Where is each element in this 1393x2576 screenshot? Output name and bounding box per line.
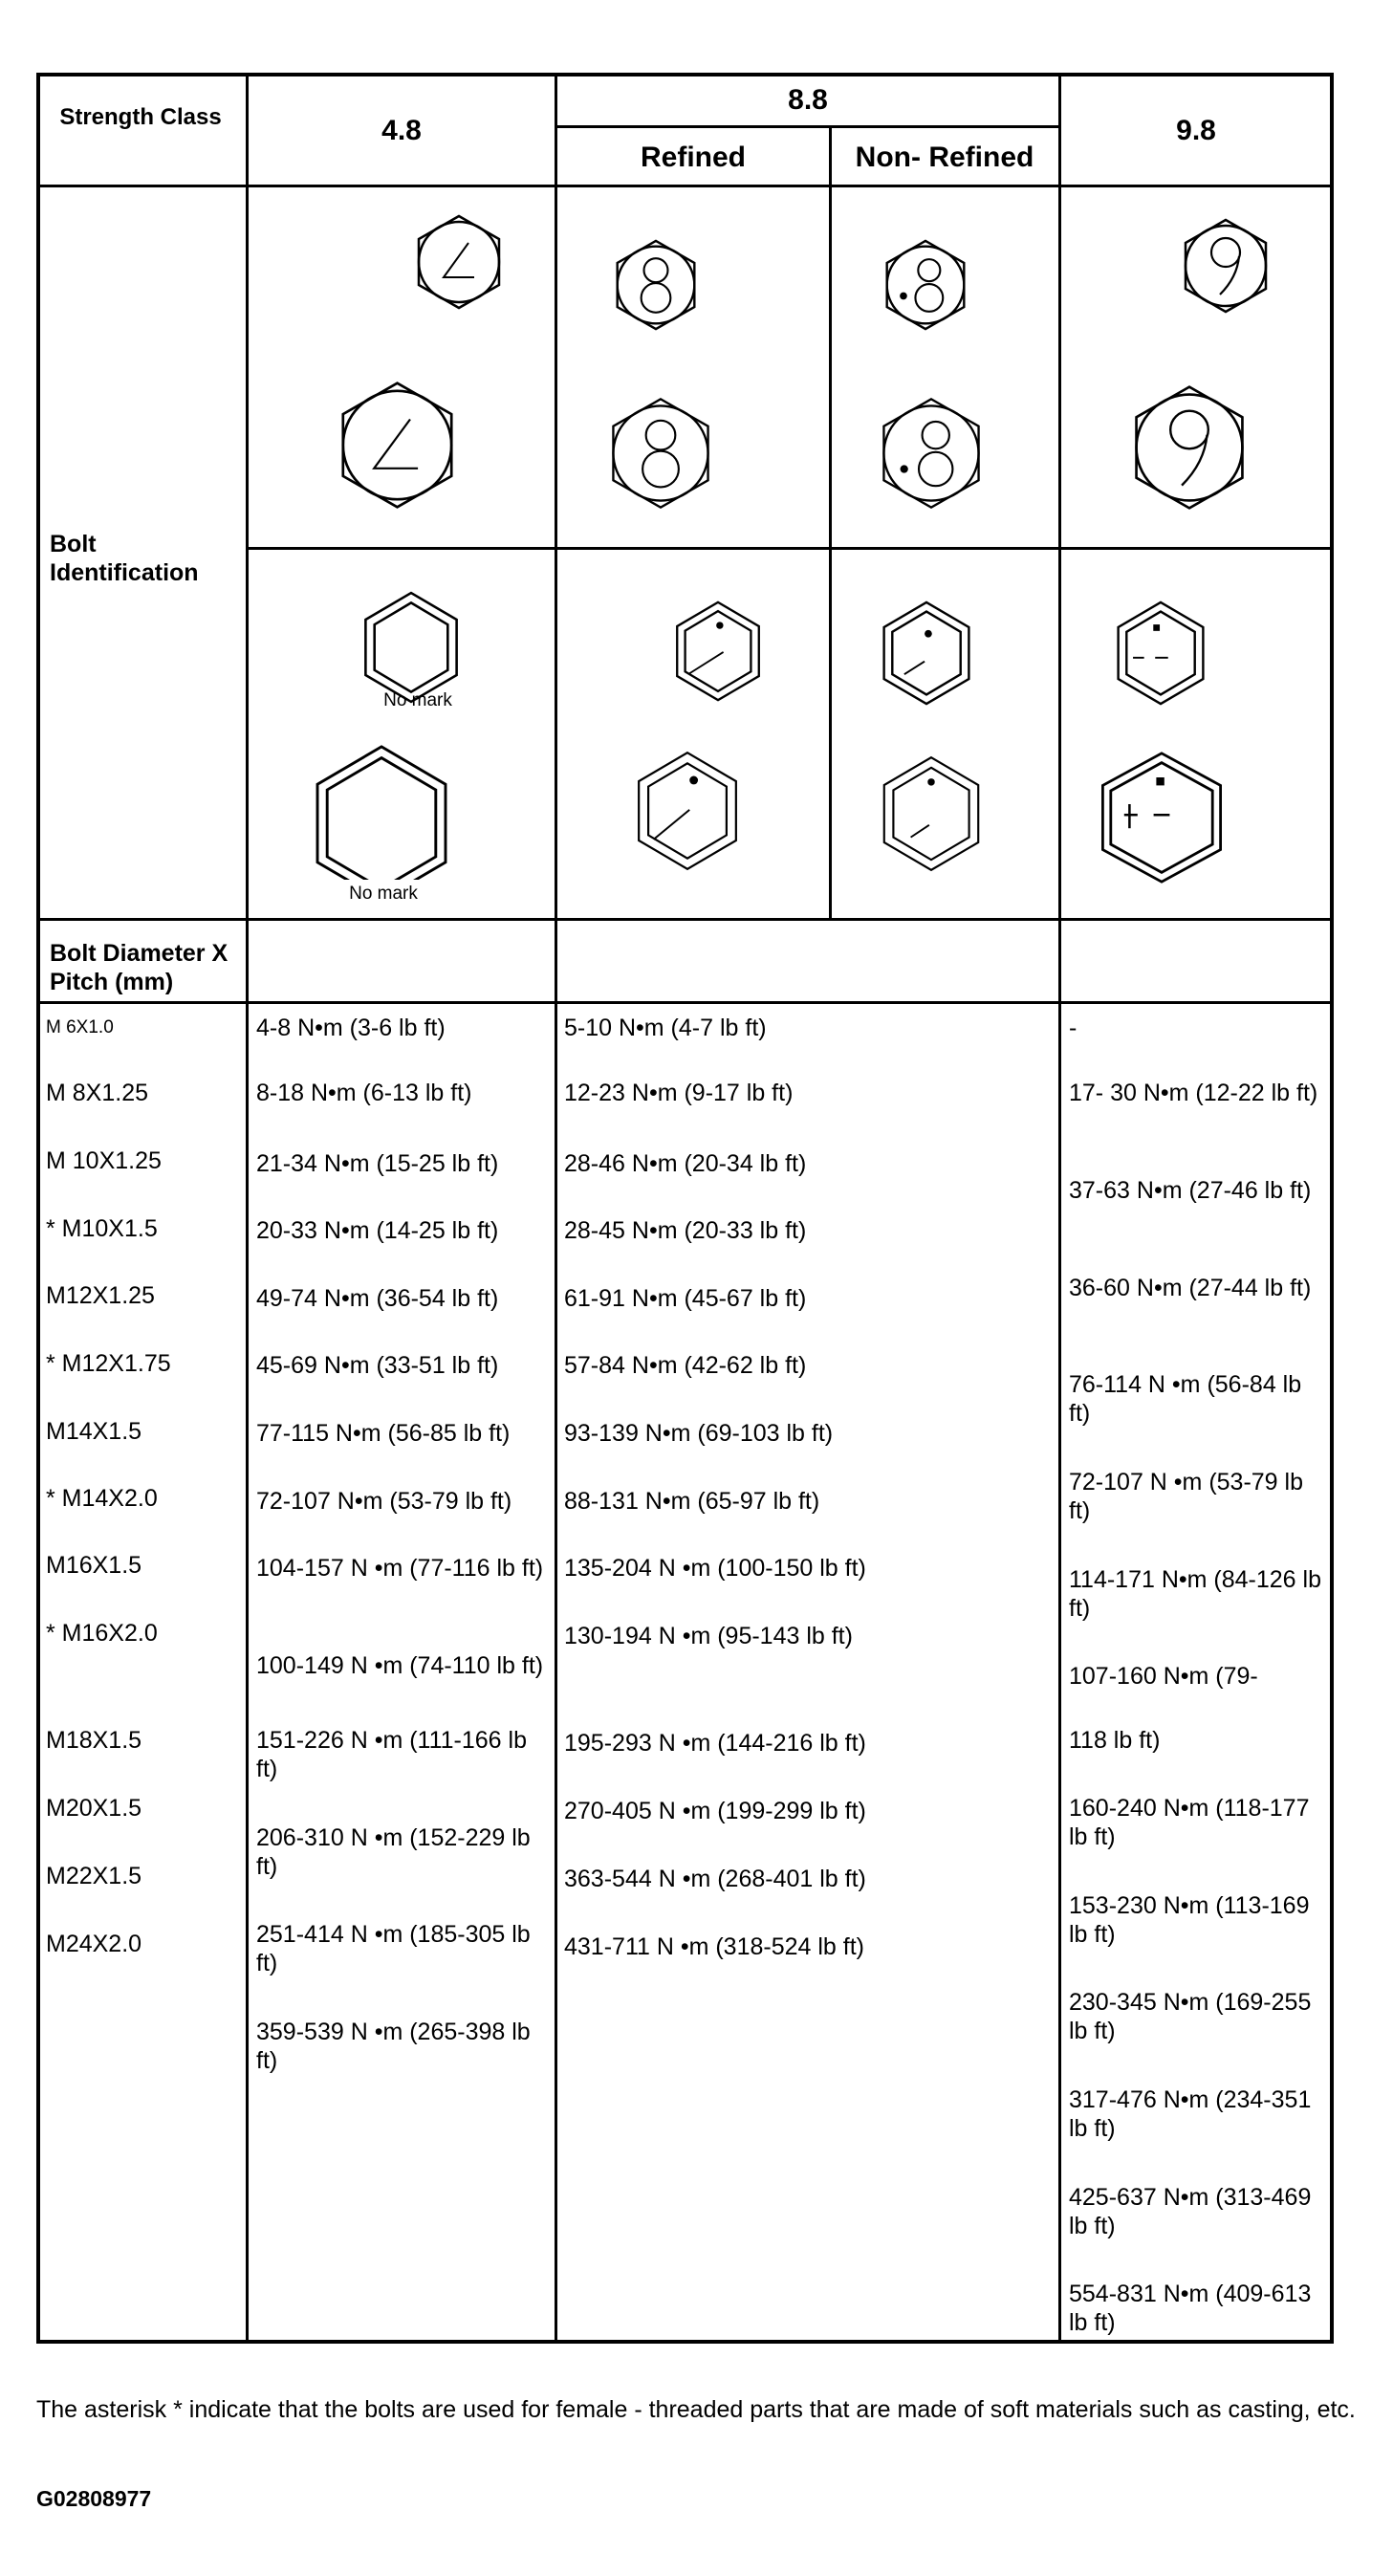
bolt-4-8-small-icon [411, 214, 507, 310]
torque-9-8: 118 lb ft) [1069, 1727, 1161, 1754]
bolt-size: * M10X1.5 [46, 1215, 158, 1242]
torque-9-8: 160-240 N•m (118-177 lb ft) [1069, 1795, 1310, 1850]
figure-code: G02808977 [36, 2486, 152, 2511]
torque-4-8: 100-149 N •m (74-110 lb ft) [256, 1652, 544, 1679]
bolt-size: M12X1.25 [46, 1282, 155, 1309]
torque-8-8: 270-405 N •m (199-299 lb ft) [564, 1798, 866, 1824]
grid-line [555, 73, 557, 2344]
torque-4-8: 77-115 N•m (56-85 lb ft) [256, 1420, 511, 1447]
hex-head-9-8-small-icon [1111, 600, 1210, 706]
bolt-size: M 10X1.25 [46, 1147, 162, 1174]
torque-9-8: 554-831 N•m (409-613 lb ft) [1069, 2281, 1312, 2336]
torque-9-8: 107-160 N•m (79- [1069, 1663, 1258, 1690]
torque-4-8: 21-34 N•m (15-25 lb ft) [256, 1150, 499, 1177]
grid-line [246, 73, 249, 2344]
hex-head-9-8-large-icon [1095, 751, 1229, 884]
torque-8-8: 57-84 N•m (42-62 lb ft) [564, 1352, 807, 1379]
torque-9-8: 317-476 N•m (234-351 lb ft) [1069, 2086, 1312, 2142]
torque-9-8: 37-63 N•m (27-46 lb ft) [1069, 1177, 1312, 1204]
grid-line [555, 125, 1059, 128]
torque-9-8: 230-345 N•m (169-255 lb ft) [1069, 1989, 1312, 2044]
bolt-8-8-nonrefined-large-icon [875, 397, 988, 510]
torque-8-8: 88-131 N•m (65-97 lb ft) [564, 1488, 820, 1515]
bolt-diameter-label: Bolt Diameter X Pitch (mm) [50, 940, 229, 995]
hex-head-8-8-refined-large-icon [634, 751, 741, 871]
torque-8-8: 363-544 N •m (268-401 lb ft) [564, 1866, 866, 1892]
torque-4-8: 49-74 N•m (36-54 lb ft) [256, 1285, 499, 1312]
grid-line [247, 547, 1334, 550]
bolt-8-8-nonrefined-small-icon [880, 239, 971, 331]
torque-8-8: 12-23 N•m (9-17 lb ft) [564, 1080, 794, 1106]
torque-4-8: 151-226 N •m (111-166 lb ft) [256, 1727, 527, 1782]
hex-head-8-8-refined-small-icon [672, 600, 764, 702]
torque-8-8: 130-194 N •m (95-143 lb ft) [564, 1623, 853, 1649]
no-mark-label: No mark [333, 880, 434, 908]
refined-header: Refined [640, 142, 746, 173]
no-mark-label: No mark [383, 690, 452, 710]
torque-9-8: 76-114 N •m (56-84 lb ft) [1069, 1371, 1302, 1427]
strength-class-header: Strength Class [59, 104, 222, 130]
bolt-size: M20X1.5 [46, 1795, 142, 1822]
bolt-8-8-refined-small-icon [610, 239, 702, 331]
torque-9-8: 114-171 N•m (84-126 lb ft) [1069, 1566, 1321, 1622]
torque-4-8: 251-414 N •m (185-305 lb ft) [256, 1921, 531, 1976]
class-4-8-header: 4.8 [381, 115, 422, 146]
torque-4-8: 72-107 N•m (53-79 lb ft) [256, 1488, 512, 1515]
torque-4-8: 4-8 N•m (3-6 lb ft) [256, 1015, 446, 1041]
bolt-8-8-refined-large-icon [604, 397, 717, 510]
torque-8-8: 28-45 N•m (20-33 lb ft) [564, 1217, 807, 1244]
torque-8-8: 61-91 N•m (45-67 lb ft) [564, 1285, 807, 1312]
class-8-8-header: 8.8 [788, 84, 828, 116]
bolt-9-8-large-icon [1126, 384, 1252, 511]
torque-9-8: 153-230 N•m (113-169 lb ft) [1069, 1892, 1310, 1948]
torque-8-8: 195-293 N •m (144-216 lb ft) [564, 1730, 866, 1757]
grid-line [36, 1001, 1334, 1004]
hex-head-8-8-nonrefined-small-icon [880, 600, 973, 706]
bolt-size: M 8X1.25 [46, 1080, 149, 1106]
bolt-4-8-large-icon [333, 381, 462, 510]
bolt-identification-label: Bolt Identification [50, 531, 199, 586]
non-refined-header: Non- Refined [855, 142, 1034, 173]
bolt-size: M18X1.5 [46, 1727, 142, 1754]
bolt-size: * M12X1.75 [46, 1350, 171, 1377]
torque-8-8: 5-10 N•m (4-7 lb ft) [564, 1015, 767, 1041]
bolt-size: * M14X2.0 [46, 1485, 158, 1512]
torque-8-8: 28-46 N•m (20-34 lb ft) [564, 1150, 807, 1177]
torque-4-8: 359-539 N •m (265-398 lb ft) [256, 2019, 531, 2074]
grid-line [1058, 73, 1061, 2344]
torque-8-8: 431-711 N •m (318-524 lb ft) [564, 1933, 865, 1960]
footnote: The asterisk * indicate that the bolts are used for female - threaded parts that are made of soft materials such as casting, etc. [36, 2396, 1356, 2423]
bolt-size: M 6X1.0 [46, 1017, 114, 1037]
bolt-size: * M16X2.0 [46, 1620, 158, 1647]
torque-8-8: 135-204 N •m (100-150 lb ft) [564, 1555, 866, 1582]
torque-9-8: 36-60 N•m (27-44 lb ft) [1069, 1275, 1312, 1301]
grid-line [36, 918, 1334, 921]
torque-4-8: 20-33 N•m (14-25 lb ft) [256, 1217, 499, 1244]
bolt-size: M16X1.5 [46, 1552, 142, 1579]
bolt-size: M24X2.0 [46, 1931, 142, 1957]
torque-4-8: 206-310 N •m (152-229 lb ft) [256, 1824, 531, 1880]
torque-4-8: 8-18 N•m (6-13 lb ft) [256, 1080, 472, 1106]
class-9-8-header: 9.8 [1176, 115, 1216, 146]
hex-head-8-8-nonrefined-large-icon [880, 755, 983, 872]
torque-4-8: 45-69 N•m (33-51 lb ft) [256, 1352, 499, 1379]
torque-9-8: 17- 30 N•m (12-22 lb ft) [1069, 1080, 1318, 1106]
torque-9-8: 72-107 N •m (53-79 lb ft) [1069, 1469, 1303, 1524]
bolt-size: M22X1.5 [46, 1863, 142, 1889]
torque-9-8: 425-637 N•m (313-469 lb ft) [1069, 2184, 1312, 2239]
torque-4-8: 104-157 N •m (77-116 lb ft) [256, 1555, 544, 1582]
grid-line [36, 185, 1334, 187]
bolt-9-8-small-icon [1178, 218, 1273, 314]
bolt-size: M14X1.5 [46, 1418, 142, 1445]
torque-8-8: 93-139 N•m (69-103 lb ft) [564, 1420, 834, 1447]
torque-9-8: - [1069, 1015, 1077, 1041]
grid-line [829, 125, 832, 920]
